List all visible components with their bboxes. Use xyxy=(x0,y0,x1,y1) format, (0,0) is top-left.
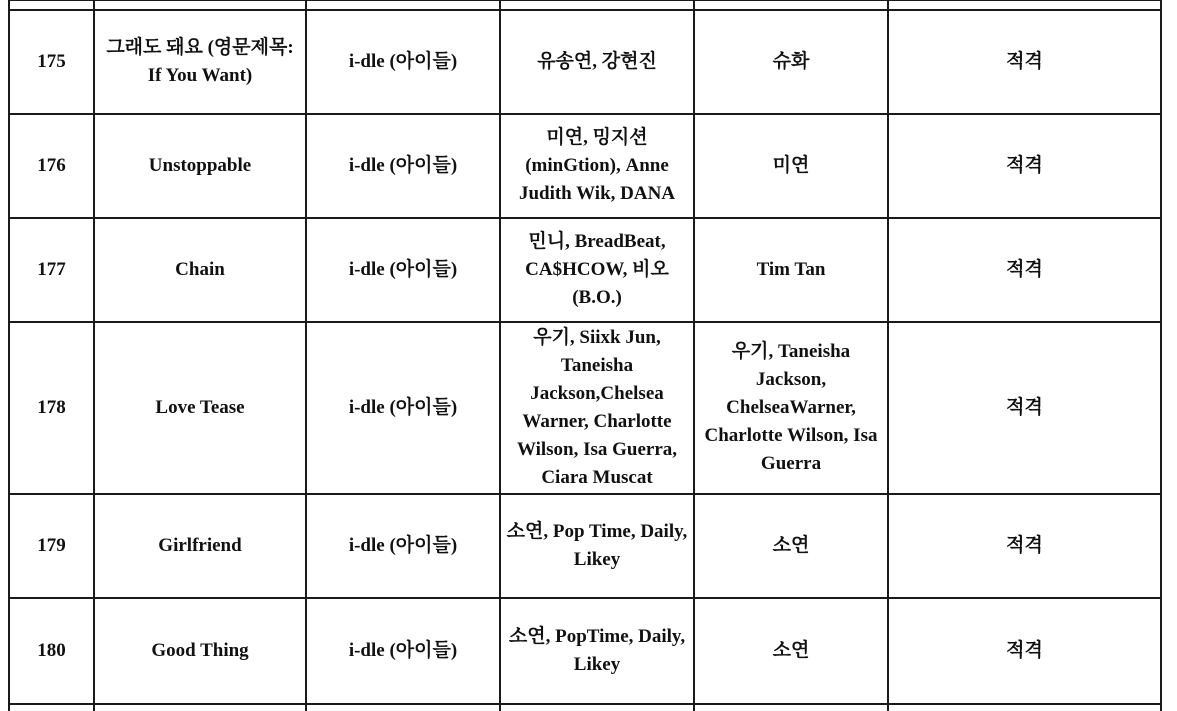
cell-lyricist: 소연, PopTime, Daily, Likey xyxy=(500,598,694,704)
cell-composer: 슈화 xyxy=(694,10,888,114)
cell-number: 177 xyxy=(9,218,94,322)
cell-number: 179 xyxy=(9,494,94,598)
cell-result: 적격 xyxy=(888,218,1161,322)
cell-composer: 우기, Taneisha Jackson, ChelseaWarner, Charlotte Wilson, Isa Guerra xyxy=(694,322,888,494)
cell-lyricist: 유송연, 강현진 xyxy=(500,10,694,114)
cell-composer: 소연 xyxy=(694,598,888,704)
cell-composer: 소연 xyxy=(694,494,888,598)
cell-result: 적격 xyxy=(888,114,1161,218)
cell-lyricist: 우기, Siixk Jun, Taneisha Jackson,Chelsea Warner, Charlotte Wilson, Isa Guerra, Ciara Muscat xyxy=(500,322,694,494)
cell-number: 176 xyxy=(9,114,94,218)
table-row xyxy=(9,322,1161,494)
song-review-table xyxy=(8,0,1162,711)
table-row xyxy=(9,10,1161,114)
cell-title: Chain xyxy=(94,218,306,322)
cell-title: Love Tease xyxy=(94,322,306,494)
cell-artist: i-dle (아이들) xyxy=(306,322,500,494)
table-row xyxy=(9,494,1161,598)
cell-composer: 미연 xyxy=(694,114,888,218)
cell-lyricist: 소연, Pop Time, Daily, Likey xyxy=(500,494,694,598)
cell-number: 178 xyxy=(9,322,94,494)
cell-lyricist: 미연, 밍지션 (minGtion), Anne Judith Wik, DANA xyxy=(500,114,694,218)
cell-title: Good Thing xyxy=(94,598,306,704)
cell-title: Girlfriend xyxy=(94,494,306,598)
cell-composer: Tim Tan xyxy=(694,218,888,322)
table-row xyxy=(9,114,1161,218)
cell-artist: i-dle (아이들) xyxy=(306,598,500,704)
cell-result: 적격 xyxy=(888,322,1161,494)
cell-artist: i-dle (아이들) xyxy=(306,10,500,114)
table-row xyxy=(9,218,1161,322)
cell-result: 적격 xyxy=(888,494,1161,598)
cell-number: 180 xyxy=(9,598,94,704)
cell-result: 적격 xyxy=(888,598,1161,704)
cell-artist: i-dle (아이들) xyxy=(306,218,500,322)
cell-number: 175 xyxy=(9,10,94,114)
table-row-previous-partial xyxy=(9,0,1161,10)
cell-artist: i-dle (아이들) xyxy=(306,114,500,218)
cell-title: 그래도 돼요 (영문제목: If You Want) xyxy=(94,10,306,114)
cell-result: 적격 xyxy=(888,10,1161,114)
cell-artist: i-dle (아이들) xyxy=(306,494,500,598)
table-row xyxy=(9,598,1161,704)
table-row-next-partial xyxy=(9,704,1161,711)
cell-title: Unstoppable xyxy=(94,114,306,218)
cell-lyricist: 민니, BreadBeat, CA$HCOW, 비오 (B.O.) xyxy=(500,218,694,322)
